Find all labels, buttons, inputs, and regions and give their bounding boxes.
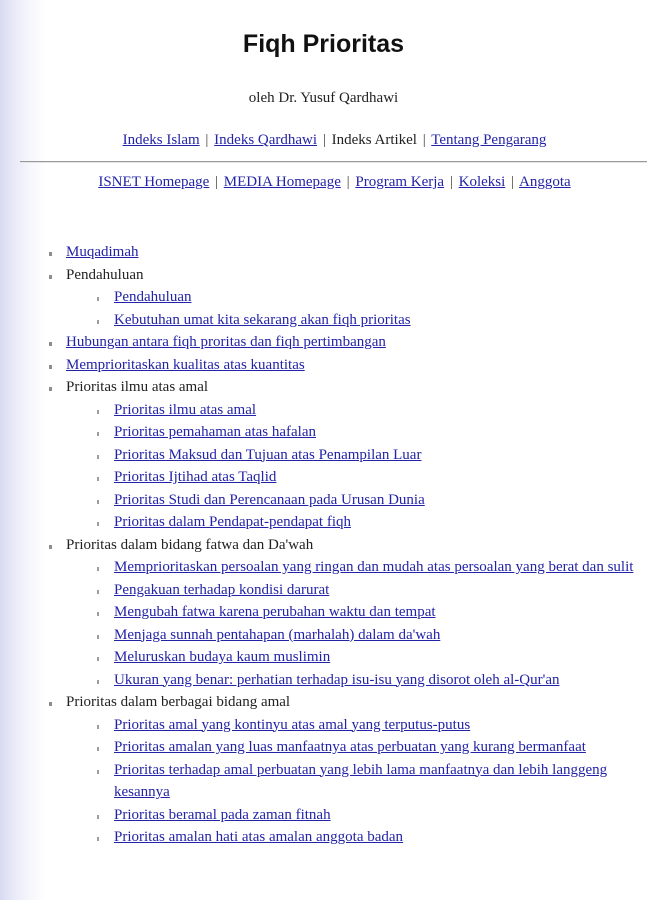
toc-subitem-link[interactable]: Prioritas amalan yang luas manfaatnya atas perbuatan yang kurang bermanfaat [114,739,586,755]
toc-section-heading: Prioritas ilmu atas amal [66,379,209,395]
toc-subitem [0,646,647,669]
sub-bullet-icon [97,612,99,616]
toc-subitem-link[interactable]: Prioritas dalam Pendapat-pendapat fiqh [114,514,352,530]
toc-subitem-link[interactable]: Prioritas amalan hati atas amalan anggota badan [114,829,404,845]
table-of-contents [0,241,647,849]
bullet-icon [49,342,52,346]
nav-link-media-homepage[interactable]: MEDIA Homepage [223,174,341,190]
page-title: Fiqh Prioritas [242,30,405,58]
toc-subitem [0,624,647,647]
toc-section-item [0,264,647,287]
toc-subitem-link[interactable]: Mengubah fatwa karena perubahan waktu dan tempat [114,604,436,620]
sub-bullet-icon [97,455,99,459]
nav-separator: | [511,174,515,190]
toc-subitem-link[interactable]: Menjaga sunnah pentahapan (marhalah) dalam da'wah [114,626,441,643]
toc-subitem-link[interactable]: Prioritas ilmu atas amal [114,401,257,418]
sub-bullet-icon [97,320,99,324]
sub-bullet-icon [97,477,99,481]
toc-section-item [0,534,647,557]
sub-bullet-icon [97,500,99,504]
toc-subitem [0,669,647,692]
sub-bullet-icon [97,725,99,729]
nav-link-indeks-qardhawi[interactable]: Indeks Qardhawi [214,132,318,148]
toc-subitem-link[interactable]: Prioritas beramal pada zaman fitnah [114,806,331,823]
nav-link-isnet-homepage[interactable]: ISNET Homepage [98,174,210,190]
toc-subitem-link[interactable]: Prioritas Ijtihad atas Taqlid [114,469,277,485]
toc-subitem-link[interactable]: Prioritas pemahaman atas hafalan [114,424,317,440]
sub-bullet-icon [97,432,99,436]
toc-subitem [0,421,647,444]
sub-bullet-icon [97,815,99,819]
toc-subitem [0,736,647,759]
sub-bullet-icon [97,410,99,414]
nav-separator: | [422,132,426,148]
toc-subitem [0,489,647,512]
sub-bullet-icon [97,567,99,571]
toc-subitem [0,804,647,827]
toc-subitem [0,286,647,309]
nav-link-program-kerja[interactable]: Program Kerja [355,174,445,190]
toc-subitem [0,556,647,579]
toc-subitem [0,579,647,602]
nav-link-anggota[interactable]: Anggota [518,174,571,190]
nav-separator: | [322,132,326,148]
sub-bullet-icon [97,747,99,751]
site-nav [0,174,647,191]
toc-section-item [0,354,647,377]
bullet-icon [49,545,52,549]
toc-subitem [0,759,647,804]
sub-bullet-icon [97,522,99,526]
toc-section-item [0,376,647,399]
sub-bullet-icon [97,297,99,301]
toc-subitem-link[interactable]: Prioritas Maksud dan Tujuan atas Penampilan Luar [114,446,422,463]
bullet-icon [49,702,52,706]
toc-section-heading: Prioritas dalam berbagai bidang amal [66,694,291,710]
toc-section-item [0,241,647,264]
toc-subitem [0,511,647,534]
toc-subitem-link[interactable]: Meluruskan budaya kaum muslimin [114,649,331,665]
toc-subitem-link[interactable]: Pendahuluan [114,289,192,305]
nav-separator: | [449,174,453,190]
nav-link-tentang-pengarang[interactable]: Tentang Pengarang [431,132,547,148]
sub-bullet-icon [97,770,99,774]
nav-separator: | [215,174,219,190]
nav-text-indeks-artikel: Indeks Artikel [331,132,417,148]
toc-subitem [0,399,647,422]
sub-bullet-icon [97,837,99,841]
index-nav [0,132,647,149]
toc-subitem-link[interactable]: Ukuran yang benar: perhatian terhadap isu-isu yang disorot oleh al-Qur'an [114,671,560,688]
toc-subitem-link[interactable]: Prioritas terhadap amal perbuatan yang lebih lama manfaatnya dan lebih langgeng kesannya [114,761,608,800]
toc-section-link[interactable]: Hubungan antara fiqh proritas dan fiqh pertimbangan [66,334,386,350]
toc-subitem [0,309,647,332]
toc-section-heading: Pendahuluan [66,266,144,283]
horizontal-rule [20,161,647,163]
toc-section-link[interactable]: Memprioritaskan kualitas atas kuantitas [66,356,305,373]
bullet-icon [49,365,52,369]
nav-separator: | [205,132,209,148]
sub-bullet-icon [97,590,99,594]
toc-subitem-link[interactable]: Kebutuhan umat kita sekarang akan fiqh prioritas [114,311,411,328]
toc-subitem [0,444,647,467]
toc-section-item [0,331,647,354]
toc-subitem [0,714,647,737]
sub-bullet-icon [97,680,99,684]
bullet-icon [49,387,52,391]
toc-section-item [0,691,647,714]
sub-bullet-icon [97,635,99,639]
bullet-icon [49,275,52,279]
toc-subitem [0,466,647,489]
toc-subitem [0,601,647,624]
toc-subitem-link[interactable]: Prioritas Studi dan Perencanaan pada Urusan Dunia [114,491,425,508]
toc-section-link[interactable]: Muqadimah [66,244,139,260]
toc-subitem-link[interactable]: Memprioritaskan persoalan yang ringan dan mudah atas persoalan yang berat dan sulit [114,559,634,575]
author-line: oleh Dr. Yusuf Qardhawi [248,90,399,106]
nav-link-koleksi[interactable]: Koleksi [458,174,506,190]
bullet-icon [49,252,52,256]
sub-bullet-icon [97,657,99,661]
nav-link-indeks-islam[interactable]: Indeks Islam [122,132,200,148]
toc-subitem-link[interactable]: Prioritas amal yang kontinyu atas amal yang terputus-putus [114,716,471,733]
toc-subitem [0,826,647,849]
toc-section-heading: Prioritas dalam bidang fatwa dan Da'wah [66,536,314,553]
nav-separator: | [346,174,350,190]
toc-subitem-link[interactable]: Pengakuan terhadap kondisi darurat [114,581,330,598]
